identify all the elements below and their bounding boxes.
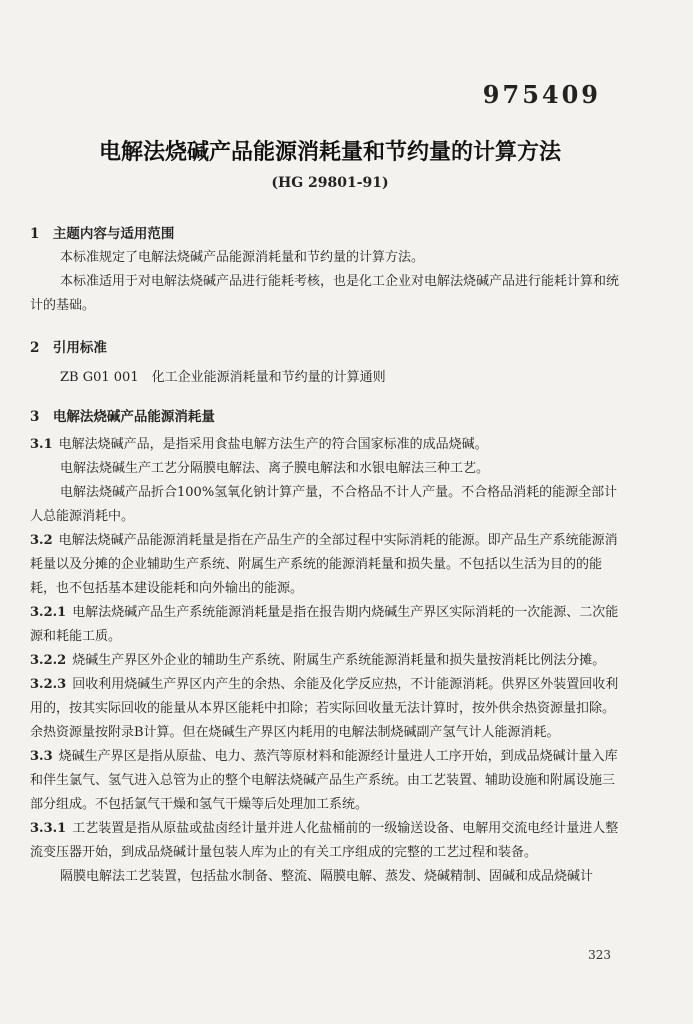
clause-3-1-paragraph-3: 电解法烧碱产品折合100%氢氧化钠计算产量，不合格品不计人产量。不合格品消耗的能源全部计人总能源消耗中。: [30, 485, 618, 524]
section-2-reference: ZB G01 001 化工企业能源消耗量和节约量的计算通则: [60, 370, 386, 385]
clause-3-2: [30, 529, 626, 601]
section-3: [30, 405, 626, 889]
clause-3-2-1-number: 3.2.1: [30, 605, 67, 620]
document-title: 电解法烧碱产品能源消耗量和节约量的计算方法: [98, 139, 561, 165]
section-1-heading: 1 主题内容与适用范围: [30, 226, 175, 242]
section-1-paragraph-2: 本标准适用于对电解法烧碱产品进行能耗考核，也是化工企业对电解法烧碱产品进行能耗计算和统计的基础。: [30, 274, 620, 313]
clause-3-3-1-paragraph-2: 隔膜电解法工艺装置，包括盐水制备、整流、隔膜电解、蒸发、烧碱精制、固碱和成品烧碱计: [60, 869, 594, 884]
standard-code: (HG 29801-91): [271, 175, 389, 191]
clause-3-3: [30, 745, 626, 817]
clause-3-1: [30, 433, 626, 457]
clause-3-2-number: 3.2: [30, 533, 53, 548]
clause-3-2-text: 电解法烧碱产品能源消耗量是指在产品生产的全部过程中实际消耗的能源。即产品生产系统能源消耗量以及分摊的企业辅助生产系统、附属生产系统的能源消耗量和损失量。不包括以生活为目的的能耗，也不包括基本建设能耗和向外输出的能源。: [30, 533, 618, 596]
clause-3-2-2-text: 烧碱生产界区外企业的辅助生产系统、附属生产系统能源消耗量和损失量按消耗比例法分摊。: [72, 653, 606, 668]
clause-3-3-1: [30, 817, 626, 865]
clause-3-2-1: [30, 601, 626, 649]
clause-3-1-paragraph-2: 电解法烧碱生产工艺分隔膜电解法、离子膜电解法和水银电解法三种工艺。: [60, 461, 490, 476]
clause-3-3-1-number: 3.3.1: [30, 821, 67, 836]
clause-3-1-number: 3.1: [30, 437, 53, 452]
clause-3-2-3-text: 回收利用烧碱生产界区内产生的余热、余能及化学反应热，不计能源消耗。供界区外装置回收利用的，按其实际回收的能量从本界区能耗中扣除；若实际回收量无法计算时，按外供余热资源量扣除。余热资源量按附录B计算。但在烧碱生产界区内耗用的电解法制烧碱副产氢气计人能源消耗。: [30, 677, 619, 740]
clause-3-2-1-text: 电解法烧碱产品生产系统能源消耗量是指在报告期内烧碱生产界区实际消耗的一次能源、二次能源和耗能工质。: [30, 605, 619, 644]
section-1-paragraph-1: 本标准规定了电解法烧碱产品能源消耗量和节约量的计算方法。: [60, 250, 425, 265]
section-1: [30, 222, 626, 318]
clause-3-3-text: 烧碱生产界区是指从原盐、电力、蒸汽等原材料和能源经计量进人工序开始，到成品烧碱计量入库和伴生氯气、氢气进入总管为止的整个电解法烧碱产品生产系统。由工艺装置、辅助设施和附属设施三部分组成。不包括氯气干燥和氢气干燥等后处理加工系统。: [30, 749, 618, 812]
page-number: 323: [588, 948, 611, 962]
clause-3-2-2-number: 3.2.2: [30, 653, 67, 668]
section-2-heading: 2 引用标准: [30, 340, 107, 356]
section-3-heading: 3 电解法烧碱产品能源消耗量: [30, 409, 215, 425]
clause-3-1-text: 电解法烧碱产品，是指采用食盐电解方法生产的符合国家标准的成品烧碱。: [58, 437, 488, 452]
section-2: [30, 336, 626, 390]
clause-3-3-number: 3.3: [30, 749, 53, 764]
clause-3-2-3: [30, 673, 626, 745]
clause-3-2-3-number: 3.2.3: [30, 677, 67, 692]
clause-3-2-2: [30, 649, 626, 673]
clause-3-3-1-text: 工艺装置是指从原盐或盐卤经计量并进人化盐桶前的一级输送设备、电解用交流电经计量进人整流变压器开始，到成品烧碱计量包装人库为止的有关工序组成的完整的工艺过程和装备。: [30, 821, 619, 860]
document-number: 975409: [482, 80, 601, 109]
